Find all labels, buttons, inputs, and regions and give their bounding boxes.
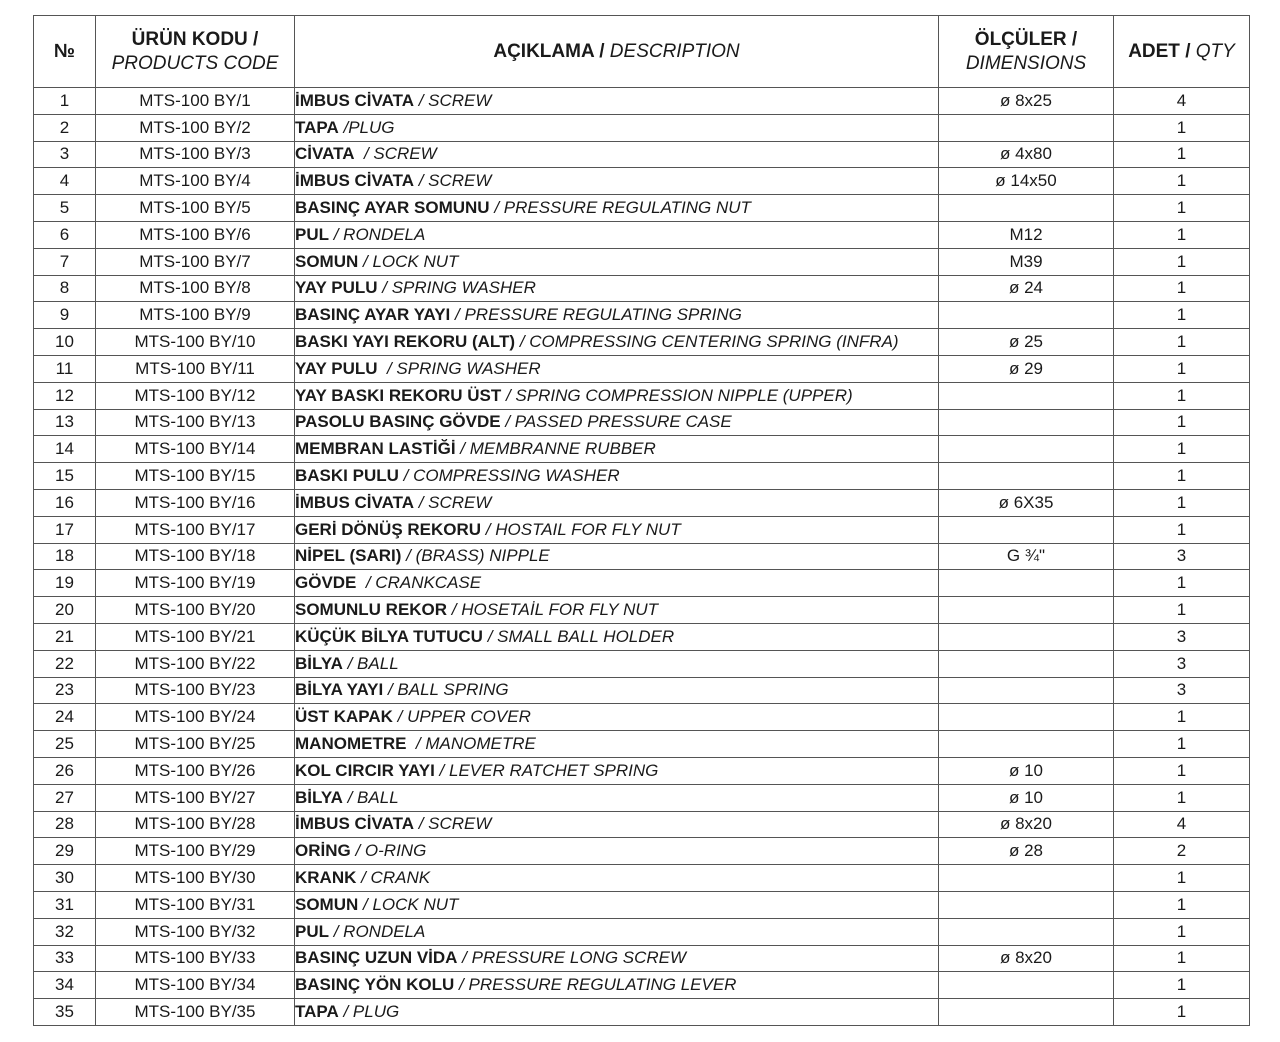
description-en: / LOCK NUT (358, 894, 459, 914)
table-row (34, 114, 1250, 141)
description-en: / RONDELA (329, 921, 426, 941)
quantity: 2 (1114, 838, 1250, 865)
dimensions (939, 731, 1114, 758)
table-row (34, 918, 1250, 945)
product-code: MTS-100 BY/11 (96, 355, 295, 382)
table-row (34, 436, 1250, 463)
description (295, 704, 939, 731)
row-number: 15 (34, 463, 96, 490)
product-code: MTS-100 BY/35 (96, 999, 295, 1026)
row-number: 11 (34, 355, 96, 382)
product-code: MTS-100 BY/22 (96, 650, 295, 677)
table-row (34, 516, 1250, 543)
dimensions (939, 409, 1114, 436)
row-number: 4 (34, 168, 96, 195)
description (295, 248, 939, 275)
description (295, 972, 939, 999)
description-en: / HOSETAİL FOR FLY NUT (447, 600, 659, 620)
description-tr: YAY PULU (295, 358, 378, 378)
description (295, 302, 939, 329)
product-code: MTS-100 BY/19 (96, 570, 295, 597)
product-code: MTS-100 BY/17 (96, 516, 295, 543)
dimensions (939, 650, 1114, 677)
table-row (34, 355, 1250, 382)
parts-table (33, 15, 1250, 1026)
row-number: 29 (34, 838, 96, 865)
dimensions (939, 623, 1114, 650)
quantity: 1 (1114, 329, 1250, 356)
row-number: 12 (34, 382, 96, 409)
description-tr: GÖVDE (295, 573, 357, 593)
dimensions: M39 (939, 248, 1114, 275)
dimensions (939, 704, 1114, 731)
table-row (34, 88, 1250, 115)
description-tr: İMBUS CİVATA (295, 171, 414, 191)
description (295, 838, 939, 865)
description (295, 114, 939, 141)
row-number: 14 (34, 436, 96, 463)
quantity: 1 (1114, 999, 1250, 1026)
description (295, 999, 939, 1026)
description-en: / (BRASS) NIPPLE (401, 546, 550, 566)
table-row (34, 838, 1250, 865)
description (295, 141, 939, 168)
product-code: MTS-100 BY/23 (96, 677, 295, 704)
row-number: 31 (34, 891, 96, 918)
row-number: 2 (34, 114, 96, 141)
row-number: 3 (34, 141, 96, 168)
description-tr: BİLYA (295, 787, 343, 807)
dimensions: ø 6X35 (939, 489, 1114, 516)
quantity: 4 (1114, 811, 1250, 838)
quantity: 1 (1114, 597, 1250, 624)
description-tr: KOL CIRCIR YAYI (295, 760, 435, 780)
product-code: MTS-100 BY/4 (96, 168, 295, 195)
description-en: / BALL (342, 787, 399, 807)
description-en: / SCREW (414, 90, 492, 110)
dimensions (939, 999, 1114, 1026)
quantity: 1 (1114, 114, 1250, 141)
description-en: / PASSED PRESSURE CASE (500, 412, 732, 432)
description (295, 731, 939, 758)
description-en: / RONDELA (329, 224, 426, 244)
table-row (34, 168, 1250, 195)
header-description: AÇIKLAMA / DESCRIPTION (295, 16, 939, 88)
quantity: 1 (1114, 731, 1250, 758)
table-row (34, 972, 1250, 999)
description-en: / PRESSURE REGULATING NUT (489, 198, 751, 218)
row-number: 16 (34, 489, 96, 516)
quantity: 1 (1114, 302, 1250, 329)
description-tr: İMBUS CİVATA (295, 814, 414, 834)
product-code: MTS-100 BY/32 (96, 918, 295, 945)
row-number: 19 (34, 570, 96, 597)
description (295, 463, 939, 490)
description-en: / COMPRESSING WASHER (398, 466, 620, 486)
table-row (34, 329, 1250, 356)
table-row (34, 757, 1250, 784)
description-tr: MEMBRAN LASTİĞİ (295, 439, 456, 459)
table-row (34, 677, 1250, 704)
description-tr: MANOMETRE (295, 734, 407, 754)
row-number: 35 (34, 999, 96, 1026)
header-code: ÜRÜN KODU / PRODUCTS CODE (96, 16, 295, 88)
row-number: 20 (34, 597, 96, 624)
row-number: 6 (34, 221, 96, 248)
product-code: MTS-100 BY/25 (96, 731, 295, 758)
product-code: MTS-100 BY/31 (96, 891, 295, 918)
quantity: 1 (1114, 784, 1250, 811)
description-en: / SPRING WASHER (377, 358, 541, 378)
row-number: 25 (34, 731, 96, 758)
table-row (34, 463, 1250, 490)
product-code: MTS-100 BY/29 (96, 838, 295, 865)
row-number: 5 (34, 195, 96, 222)
description-tr: CİVATA (295, 144, 355, 164)
description (295, 275, 939, 302)
description-en: / MEMBRANNE RUBBER (455, 439, 656, 459)
table-row (34, 597, 1250, 624)
description (295, 623, 939, 650)
table-row (34, 275, 1250, 302)
description (295, 918, 939, 945)
quantity: 1 (1114, 355, 1250, 382)
description-tr: BASINÇ AYAR SOMUNU (295, 198, 490, 218)
description (295, 811, 939, 838)
dimensions (939, 865, 1114, 892)
dimensions (939, 382, 1114, 409)
product-code: MTS-100 BY/21 (96, 623, 295, 650)
quantity: 1 (1114, 865, 1250, 892)
quantity: 1 (1114, 891, 1250, 918)
description (295, 543, 939, 570)
description-tr: SOMUN (295, 894, 359, 914)
quantity: 1 (1114, 945, 1250, 972)
product-code: MTS-100 BY/6 (96, 221, 295, 248)
table-row (34, 382, 1250, 409)
description (295, 436, 939, 463)
description-en: / PRESSURE REGULATING LEVER (454, 975, 737, 995)
dimensions: ø 4x80 (939, 141, 1114, 168)
quantity: 1 (1114, 757, 1250, 784)
table-row (34, 865, 1250, 892)
dimensions (939, 195, 1114, 222)
description-tr: PUL (295, 224, 329, 244)
table-row (34, 248, 1250, 275)
quantity: 3 (1114, 623, 1250, 650)
quantity: 1 (1114, 221, 1250, 248)
product-code: MTS-100 BY/3 (96, 141, 295, 168)
product-code: MTS-100 BY/15 (96, 463, 295, 490)
description (295, 168, 939, 195)
description-en: / SMALL BALL HOLDER (482, 626, 675, 646)
description-tr: PASOLU BASINÇ GÖVDE (295, 412, 501, 432)
table-row (34, 784, 1250, 811)
header-qty: ADET / QTY (1114, 16, 1250, 88)
table-row (34, 623, 1250, 650)
description-en: / SCREW (354, 144, 437, 164)
description-en: / SPRING WASHER (377, 278, 536, 298)
dimensions: G ¾" (939, 543, 1114, 570)
quantity: 1 (1114, 141, 1250, 168)
description-en: / CRANK (356, 868, 431, 887)
row-number: 7 (34, 248, 96, 275)
table-row (34, 570, 1250, 597)
product-code: MTS-100 BY/16 (96, 489, 295, 516)
quantity: 1 (1114, 382, 1250, 409)
description-tr: ORİNG (295, 841, 351, 861)
quantity: 1 (1114, 918, 1250, 945)
description-tr: SOMUNLU REKOR (295, 600, 448, 620)
product-code: MTS-100 BY/8 (96, 275, 295, 302)
description (295, 597, 939, 624)
table-row (34, 999, 1250, 1026)
dimensions: ø 10 (939, 784, 1114, 811)
table-row (34, 489, 1250, 516)
quantity: 4 (1114, 88, 1250, 115)
quantity: 3 (1114, 677, 1250, 704)
description-tr: BİLYA (295, 653, 343, 673)
product-code: MTS-100 BY/9 (96, 302, 295, 329)
dimensions: ø 10 (939, 757, 1114, 784)
product-code: MTS-100 BY/30 (96, 865, 295, 892)
description (295, 88, 939, 115)
table-body (34, 88, 1250, 1026)
description-en: / PLUG (338, 1001, 400, 1021)
description-tr: BASINÇ UZUN VİDA (295, 948, 458, 968)
description-tr: NİPEL (SARI) (295, 546, 402, 566)
row-number: 10 (34, 329, 96, 356)
product-code: MTS-100 BY/34 (96, 972, 295, 999)
description-tr: PUL (295, 921, 329, 941)
description-tr: YAY BASKI REKORU ÜST (295, 385, 502, 405)
description-en: / SCREW (414, 814, 492, 834)
description-en: / HOSTAIL FOR FLY NUT (481, 519, 681, 539)
quantity: 1 (1114, 704, 1250, 731)
quantity: 1 (1114, 436, 1250, 463)
description-en: / PRESSURE REGULATING SPRING (450, 305, 742, 325)
table-row (34, 409, 1250, 436)
dimensions: ø 25 (939, 329, 1114, 356)
description-en: / SCREW (414, 171, 492, 191)
product-code: MTS-100 BY/33 (96, 945, 295, 972)
row-number: 27 (34, 784, 96, 811)
description (295, 677, 939, 704)
product-code: MTS-100 BY/18 (96, 543, 295, 570)
description (295, 650, 939, 677)
description-tr: YAY PULU (295, 278, 378, 298)
quantity: 3 (1114, 650, 1250, 677)
dimensions: ø 24 (939, 275, 1114, 302)
dimensions (939, 918, 1114, 945)
description-tr: TAPA (295, 1001, 339, 1021)
dimensions: ø 29 (939, 355, 1114, 382)
description-en: / LEVER RATCHET SPRING (434, 760, 659, 780)
description (295, 570, 939, 597)
table-row (34, 945, 1250, 972)
description (295, 355, 939, 382)
row-number: 26 (34, 757, 96, 784)
description-tr: BASKI YAYI REKORU (ALT) (295, 332, 516, 352)
description (295, 489, 939, 516)
description-tr: TAPA (295, 117, 339, 137)
dimensions (939, 436, 1114, 463)
description-en: / UPPER COVER (392, 707, 531, 727)
table-row (34, 141, 1250, 168)
dimensions: M12 (939, 221, 1114, 248)
product-code: MTS-100 BY/26 (96, 757, 295, 784)
quantity: 1 (1114, 516, 1250, 543)
table-row (34, 221, 1250, 248)
dimensions (939, 570, 1114, 597)
description-tr: KÜÇÜK BİLYA TUTUCU (295, 626, 483, 646)
dimensions (939, 677, 1114, 704)
description-en: / MANOMETRE (406, 734, 536, 754)
table-row (34, 811, 1250, 838)
product-code: MTS-100 BY/28 (96, 811, 295, 838)
table-row (34, 731, 1250, 758)
description-en: / O-RING (350, 841, 427, 861)
dimensions: ø 8x20 (939, 945, 1114, 972)
table-row (34, 704, 1250, 731)
quantity: 1 (1114, 972, 1250, 999)
product-code: MTS-100 BY/27 (96, 784, 295, 811)
description-tr: BASKI PULU (295, 466, 399, 486)
product-code: MTS-100 BY/14 (96, 436, 295, 463)
description (295, 891, 939, 918)
table-row (34, 195, 1250, 222)
description-en: / BALL (342, 653, 399, 673)
quantity: 1 (1114, 195, 1250, 222)
product-code: MTS-100 BY/1 (96, 88, 295, 115)
dimensions: ø 8x20 (939, 811, 1114, 838)
row-number: 28 (34, 811, 96, 838)
description-tr: BASINÇ AYAR YAYI (295, 305, 451, 325)
description-tr: BİLYA YAYI (295, 680, 384, 700)
dimensions: ø 8x25 (939, 88, 1114, 115)
description (295, 865, 939, 892)
description-tr: ÜST KAPAK (295, 707, 393, 727)
quantity: 1 (1114, 409, 1250, 436)
dimensions (939, 302, 1114, 329)
row-number: 21 (34, 623, 96, 650)
row-number: 13 (34, 409, 96, 436)
dimensions: ø 28 (939, 838, 1114, 865)
description (295, 409, 939, 436)
row-number: 24 (34, 704, 96, 731)
dimensions: ø 14x50 (939, 168, 1114, 195)
description (295, 757, 939, 784)
description-tr: İMBUS CİVATA (295, 492, 414, 512)
description-tr: BASINÇ YÖN KOLU (295, 975, 455, 995)
row-number: 18 (34, 543, 96, 570)
quantity: 1 (1114, 248, 1250, 275)
row-number: 8 (34, 275, 96, 302)
description-tr: İMBUS CİVATA (295, 90, 414, 110)
description-tr: KRANK (295, 868, 357, 887)
row-number: 22 (34, 650, 96, 677)
description (295, 221, 939, 248)
product-code: MTS-100 BY/7 (96, 248, 295, 275)
description (295, 195, 939, 222)
dimensions (939, 972, 1114, 999)
table-row (34, 891, 1250, 918)
row-number: 34 (34, 972, 96, 999)
table-row (34, 543, 1250, 570)
dimensions (939, 891, 1114, 918)
product-code: MTS-100 BY/10 (96, 329, 295, 356)
description-en: / BALL SPRING (383, 680, 509, 700)
dimensions (939, 463, 1114, 490)
quantity: 1 (1114, 570, 1250, 597)
description-en: / PRESSURE LONG SCREW (457, 948, 687, 968)
description-tr: GERİ DÖNÜŞ REKORU (295, 519, 482, 539)
product-code: MTS-100 BY/12 (96, 382, 295, 409)
header-dimensions: ÖLÇÜLER / DIMENSIONS (939, 16, 1114, 88)
description-en: / LOCK NUT (358, 251, 459, 271)
description-en: / SCREW (414, 492, 492, 512)
description (295, 945, 939, 972)
description-en: / COMPRESSING CENTERING SPRING (INFRA) (515, 332, 899, 352)
header-no: № (34, 16, 96, 88)
product-code: MTS-100 BY/2 (96, 114, 295, 141)
description (295, 382, 939, 409)
quantity: 1 (1114, 463, 1250, 490)
dimensions (939, 597, 1114, 624)
dimensions (939, 114, 1114, 141)
dimensions (939, 516, 1114, 543)
table-row (34, 302, 1250, 329)
row-number: 23 (34, 677, 96, 704)
row-number: 32 (34, 918, 96, 945)
quantity: 1 (1114, 168, 1250, 195)
product-code: MTS-100 BY/5 (96, 195, 295, 222)
description-en: / CRANKCASE (356, 573, 482, 593)
description-en: /PLUG (338, 117, 395, 137)
row-number: 17 (34, 516, 96, 543)
row-number: 30 (34, 865, 96, 892)
row-number: 1 (34, 88, 96, 115)
description-tr: SOMUN (295, 251, 359, 271)
product-code: MTS-100 BY/24 (96, 704, 295, 731)
quantity: 1 (1114, 489, 1250, 516)
table-row (34, 650, 1250, 677)
quantity: 3 (1114, 543, 1250, 570)
product-code: MTS-100 BY/13 (96, 409, 295, 436)
row-number: 33 (34, 945, 96, 972)
description-en: / SPRING COMPRESSION NIPPLE (UPPER) (501, 385, 853, 405)
description (295, 516, 939, 543)
description (295, 329, 939, 356)
product-code: MTS-100 BY/20 (96, 597, 295, 624)
row-number: 9 (34, 302, 96, 329)
quantity: 1 (1114, 275, 1250, 302)
description (295, 784, 939, 811)
header-row (34, 16, 1250, 88)
